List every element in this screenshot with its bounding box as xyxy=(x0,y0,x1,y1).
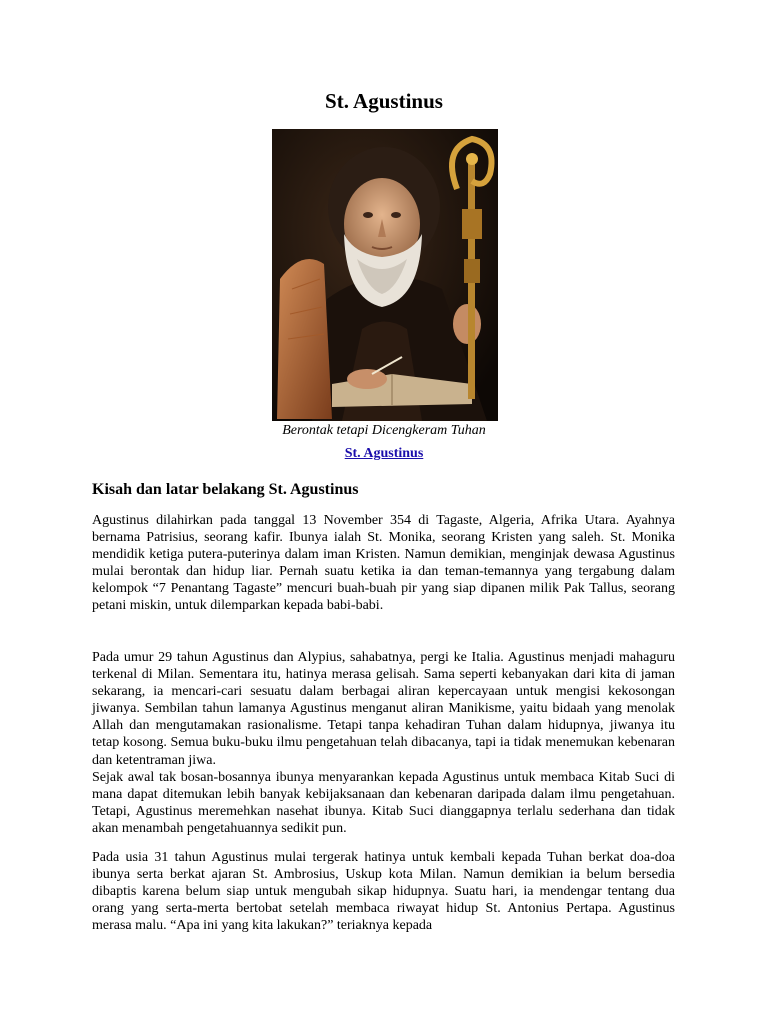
saint-augustine-portrait xyxy=(272,129,498,421)
image-caption: Berontak tetapi Dicengkeram Tuhan xyxy=(282,423,486,438)
page-title: St. Agustinus xyxy=(325,89,443,113)
image-link-container xyxy=(0,444,768,464)
paragraph-conversion xyxy=(92,849,675,937)
paragraph-text: Agustinus dilahirkan pada tanggal 13 November 354 di Tagaste, Algeria, Afrika Utara. Ayahnya bernama Patrisius, seorang kafir. Ibunya ialah St. Monika, seorang Kristen yang saleh. St. Monika mendidik ketiga putera-puterinya dalam iman Kristen. Namun demikian, menginjak dewasa Agustinus mulai berontak dan hidup liar. Pernah suatu ketika ia dan teman-temannya yang tergabung dalam kelompok “7 Penantang Tagaste” mencuri buah-buah pir yang siap dipanen milik Pak Tallus, seorang petani miskin, untuk dilemparkan kepada babi-babi. xyxy=(92,513,675,614)
paragraph-italy xyxy=(92,649,675,837)
paragraph-birth xyxy=(92,512,675,615)
section-heading: Kisah dan latar belakang St. Agustinus xyxy=(92,481,359,498)
paragraph-text: Pada usia 31 tahun Agustinus mulai tergerak hatinya untuk kembali kepada Tuhan berkat doa-doa ibunya serta berkat ajaran St. Ambrosius, Uskup kota Milan. Namun demikian ia belum bersedia dibaptis karena belum siap untuk mengubah sikap hidupnya. Suatu hari, ia mendengar tentang dua orang yang serta-merta bertobat setelah membaca riwayat hidup St. Antonius Pertapa. Agustinus merasa malu. “Apa ini yang kita lakukan?” teriaknya kepada xyxy=(92,850,675,934)
st-agustinus-link[interactable]: St. Agustinus xyxy=(344,446,424,461)
paragraph-text: Pada umur 29 tahun Agustinus dan Alypius, sahabatnya, pergi ke Italia. Agustinus menjadi mahaguru terkenal di Milan. Sementara itu, hatinya merasa gelisah. Sama seperti kebanyakan dari kita di jaman sekarang, ia mencari-cari sesuatu dalam berbagai aliran kepercayaan untuk mengisi kekosongan jiwanya. Sembilan tahun lamanya Agustinus menganut aliran Manikisme, yaitu bidaah yang menolak Allah dan mengutamakan rasionalisme. Tetapi tanpa kehadiran Tuhan dalam hidupnya, jiwanya itu tetap kosong. Semua buku-buku ilmu pengetahuan telah dibacanya, tapi ia tidak menemukan kebenaran dan ketentraman jiwa. xyxy=(92,650,675,768)
paragraph-text: Sejak awal tak bosan-bosannya ibunya menyarankan kepada Agustinus untuk membaca Kitab Suci di mana dapat ditemukan lebih banyak kebijaksanaan dan kebenaran daripada dalam ilmu pengetahuan. Tetapi, Agustinus meremehkan nasehat ibunya. Kitab Suci dianggapnya terlalu sederhana dan tidak akan menambah pengetahuannya sedikit pun. xyxy=(92,769,675,836)
